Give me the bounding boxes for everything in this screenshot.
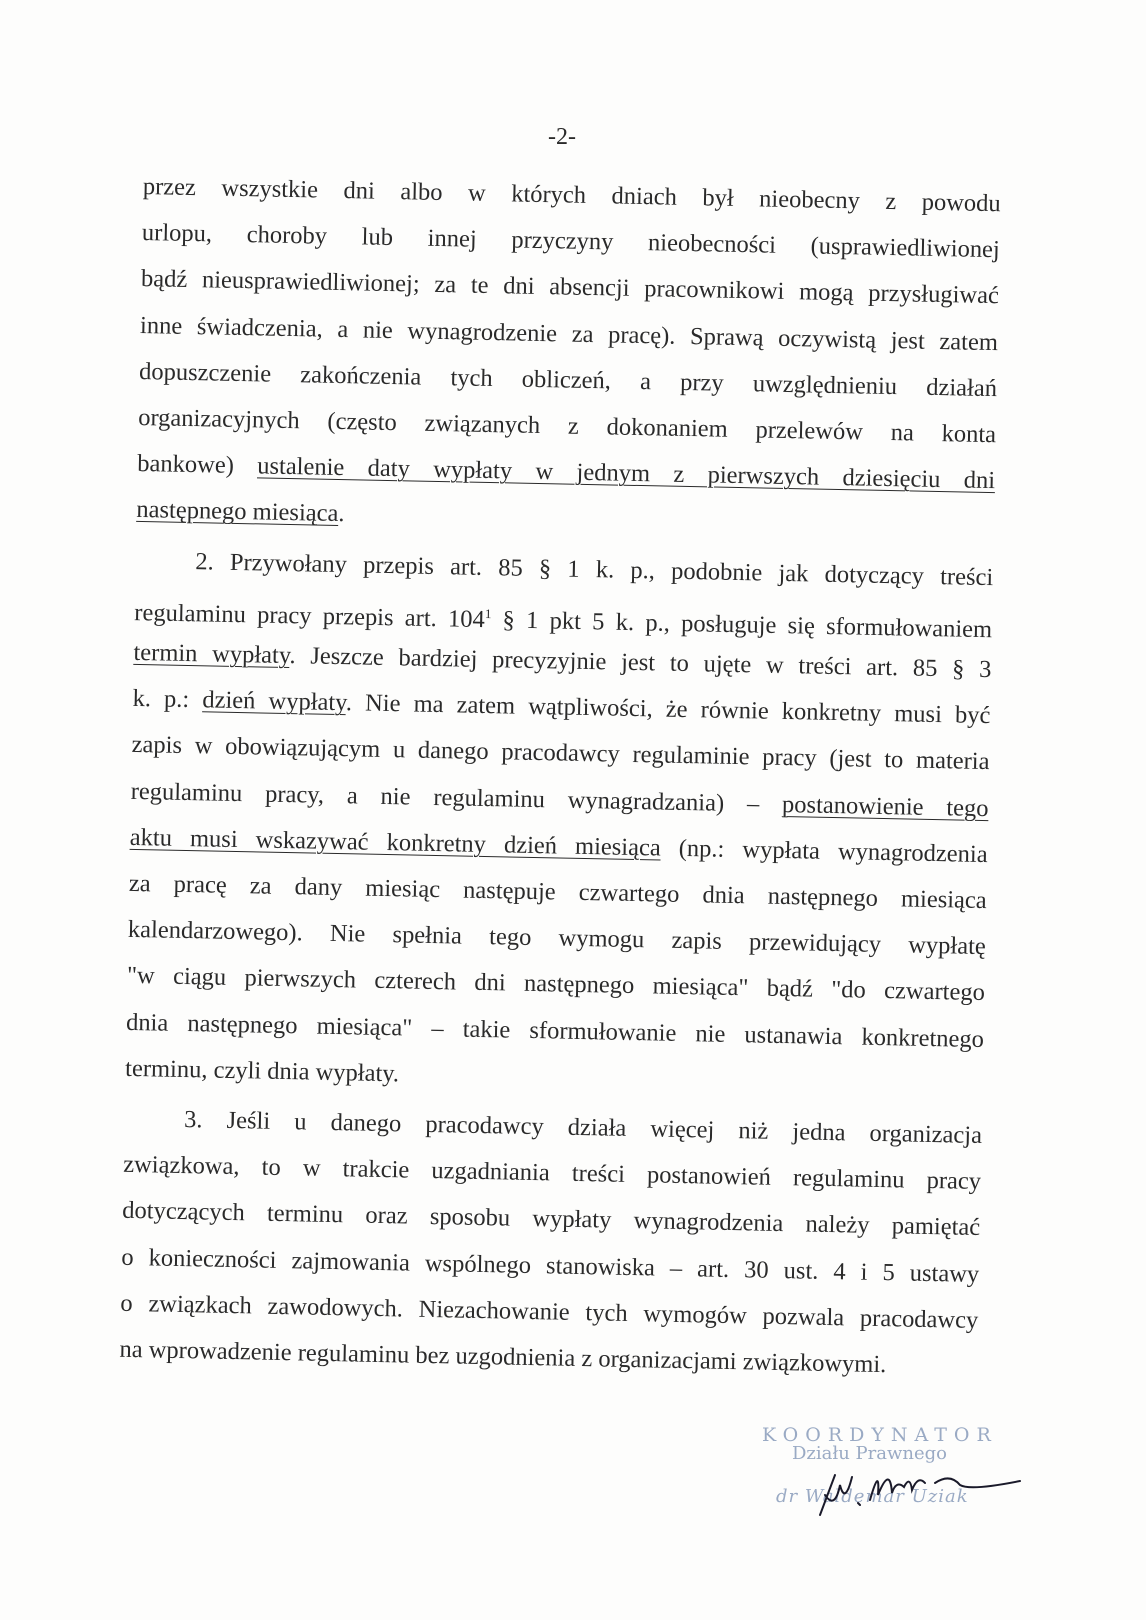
text-segment: inne świadczenia, a nie wynagrodzenie za pracę). Sprawą oczywistą jest zatem xyxy=(139,311,999,356)
text-line xyxy=(126,1007,984,1054)
text-line xyxy=(133,638,991,685)
underlined-text: aktu musi wskazywać konkretny dzień miesiąca xyxy=(129,823,662,862)
text-segment: . Nie ma zatem wątpliwości, że równie konkretny musi być xyxy=(345,689,991,730)
text-segment: o konieczności zajmowania wspólnego stanowiska – art. 30 ust. 4 i 5 ustawy xyxy=(121,1243,980,1288)
text-segment: terminu, czyli dnia wypłaty. xyxy=(124,1054,400,1088)
text-segment: bankowe) xyxy=(137,450,258,480)
text-line xyxy=(132,684,990,731)
page-number: -2- xyxy=(548,124,576,150)
text-segment: 3. Jeśli u danego pracodawcy działa więcej niż jedna organizacja xyxy=(183,1106,983,1150)
text-line xyxy=(123,1150,981,1197)
underlined-text: postanowienie tego xyxy=(781,790,989,822)
text-line xyxy=(121,1242,979,1289)
text-segment: organizacyjnych (często związanych z dokonaniem przelewów na konta xyxy=(137,403,997,449)
text-segment: 2. Przywołany przepis art. 85 § 1 k. p., podobnie jak dotyczący treści xyxy=(195,547,994,591)
text-segment: dnia następnego miesiąca" – takie sformułowanie nie ustanawia konkretnego xyxy=(125,1008,985,1053)
underlined-text: ustalenie daty wypłaty w jednym z pierwszych dziesięciu dni xyxy=(256,452,996,495)
text-segment: (np.: wypłata wynagrodzenia xyxy=(660,834,988,868)
text-segment: bądź nieusprawiedliwionej; za te dni absencji pracownikowi mogą przysługiwać xyxy=(140,265,1000,310)
text-segment: § 1 pkt 5 k. p., posługuje się sformułowaniem xyxy=(491,606,993,644)
text-line xyxy=(129,823,987,870)
text-segment: . xyxy=(338,500,345,528)
text-line xyxy=(143,172,1001,219)
signature xyxy=(800,1455,1030,1530)
text-line xyxy=(129,869,987,916)
text-line xyxy=(122,1196,980,1243)
text-line xyxy=(142,218,1000,265)
text-segment: "w ciągu pierwszych czterech dni następnego miesiąca" bądź "do czwartego xyxy=(126,962,986,1007)
underlined-text: następnego miesiąca xyxy=(136,496,339,528)
text-segment: dopuszczenie zakończenia tych obliczeń, a przy uwzględnieniu działań xyxy=(138,357,998,402)
text-line xyxy=(128,915,986,962)
text-line xyxy=(137,449,995,496)
text-line xyxy=(127,961,985,1008)
text-line xyxy=(134,592,993,645)
underlined-text: termin wypłaty xyxy=(133,638,290,670)
text-line xyxy=(120,1289,978,1336)
text-segment: na wprowadzenie regulaminu bez uzgodnienia z organizacjami związkowymi. xyxy=(119,1335,887,1379)
text-segment: urlopu, choroby lub innej przyczyny nieobecności (usprawiedliwionej xyxy=(141,219,1001,264)
text-segment: kalendarzowego). Nie spełnia tego wymogu zapis przewidujący wypłatę xyxy=(127,916,987,961)
text-segment: . Jeszcze bardziej precyzyjnie jest to ujęte w treści art. 85 § 3 xyxy=(289,642,992,684)
text-segment: 1 xyxy=(484,605,492,621)
text-segment: k. p.: xyxy=(132,685,203,714)
text-segment: regulaminu pracy, a nie regulaminu wynagradzania) – xyxy=(130,777,783,818)
text-line xyxy=(119,1335,977,1382)
text-line xyxy=(140,311,998,358)
stamp-name: dr Waldemar Uziak xyxy=(776,1486,969,1507)
text-line xyxy=(136,495,994,542)
text-line xyxy=(135,546,993,593)
text-line xyxy=(141,264,999,311)
text-segment: o związkach zawodowych. Niezachowanie tych wymogów pozwala pracodawcy xyxy=(120,1289,979,1334)
underlined-text: dzień wypłaty xyxy=(202,686,347,717)
text-segment: przez wszystkie dni albo w których dniach był nieobecny z powodu xyxy=(142,173,1001,218)
text-line xyxy=(124,1104,982,1151)
text-segment: zapis w obowiązującym u danego pracodawcy regulaminie pracy (jest to materia xyxy=(131,731,990,776)
text-line xyxy=(139,357,997,404)
text-segment: związkowa, to w trakcie uzgadniania treści postanowień regulaminu pracy xyxy=(122,1150,982,1196)
stamp-department: Działu Prawnego xyxy=(792,1443,948,1464)
text-line xyxy=(131,730,989,777)
text-line xyxy=(130,776,988,823)
text-line xyxy=(125,1054,983,1101)
text-segment: regulaminu pracy przepis art. 104 xyxy=(134,598,486,633)
text-line xyxy=(138,403,996,450)
text-segment: dotyczących terminu oraz sposobu wypłaty wynagrodzenia należy pamiętać xyxy=(122,1197,981,1242)
stamp-title: KOORDYNATOR xyxy=(762,1424,998,1446)
text-segment: za pracę za dany miesiąc następuje czwartego dnia następnego miesiąca xyxy=(128,869,987,915)
